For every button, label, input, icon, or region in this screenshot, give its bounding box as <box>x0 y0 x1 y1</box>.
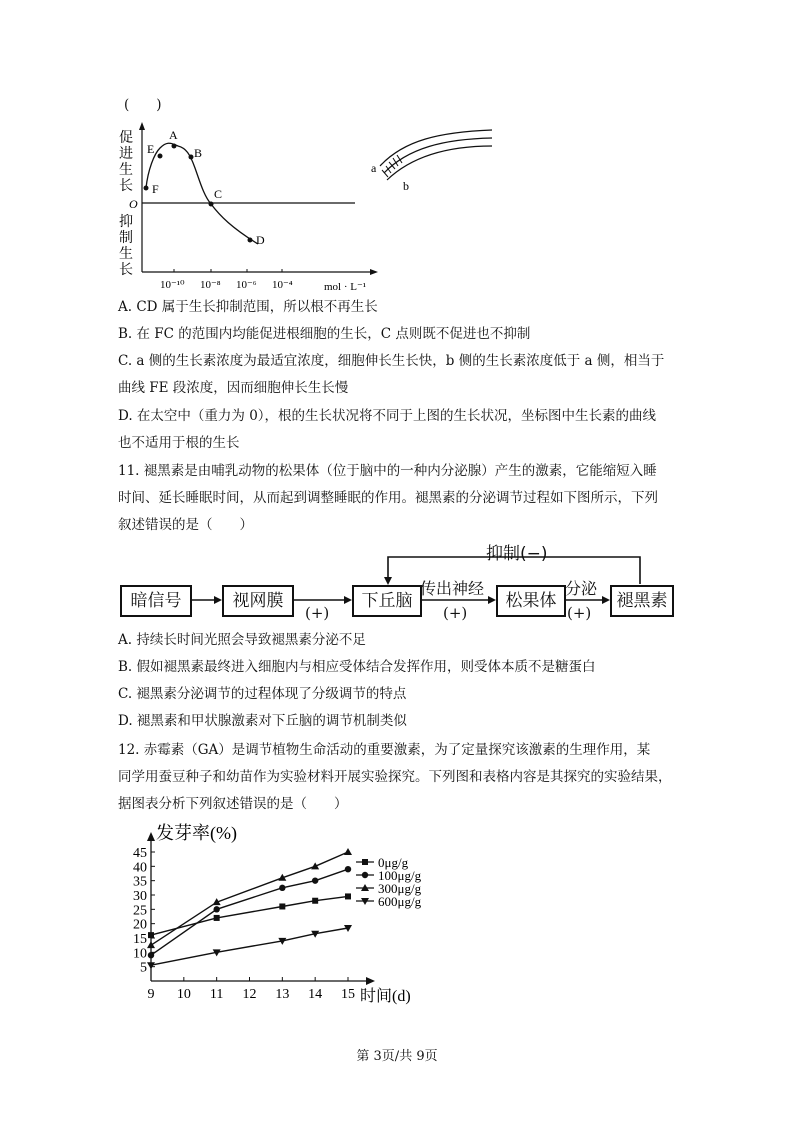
label-secrete: 分泌 <box>565 579 598 598</box>
q10-auxin-graph <box>112 120 384 295</box>
y-label-inhibit-2: 制 <box>119 231 133 246</box>
x-tick-1: 10⁻¹⁰ <box>160 279 185 291</box>
y-label-promote-1: 促 <box>119 131 133 146</box>
legend-label: 600μg/g <box>378 894 422 909</box>
box-hypothalamus: 下丘脑 <box>352 585 422 617</box>
data-point <box>345 866 351 872</box>
q10-option-c: C. a 侧的生长素浓度为最适宜浓度，细胞伸长生长快，b 侧的生长素浓度低于 a 侧，相当于 <box>118 353 665 369</box>
data-point <box>312 898 318 904</box>
x-tick-label: 12 <box>242 987 257 1002</box>
box-retina: 视网膜 <box>222 585 294 617</box>
page-number: 第 3页/共 9页 <box>356 1049 438 1064</box>
data-point <box>214 915 220 921</box>
root-label-a: a <box>371 161 377 175</box>
x-tick-2: 10⁻⁸ <box>200 279 221 291</box>
x-unit: mol · L⁻¹ <box>324 281 367 293</box>
x-tick-label: 15 <box>341 987 355 1002</box>
point-label-c: C <box>214 187 223 201</box>
point-label-f: F <box>152 182 159 196</box>
q10-option-d: D. 在太空中（重力为 0），根的生长状况将不同于上图的生长状况，坐标图中生长素的曲线 <box>118 408 657 424</box>
q11-stem-2: 时间、延长睡眠时间，从而起到调整睡眠的作用。褪黑素的分泌调节过程如下图所示，下列 <box>118 490 658 506</box>
y-tick-label: 25 <box>133 903 147 919</box>
x-tick-4: 10⁻⁴ <box>272 279 293 291</box>
label-efferent-nerve: 传出神经 <box>420 579 485 598</box>
q11-option-c: C. 褪黑素分泌调节的过程体现了分级调节的特点 <box>118 686 407 702</box>
y-tick-label: 30 <box>133 889 147 904</box>
data-point <box>345 893 351 899</box>
q12-stem-2: 同学用蚕豆种子和幼苗作为实验材料开展实验探究。下列图和表格内容是其探究的实验结果， <box>118 769 672 785</box>
data-point <box>148 952 154 958</box>
label-plus-1: (+) <box>305 604 330 622</box>
q12-stem-3: 据图表分析下列叙述错误的是（ ） <box>118 796 348 812</box>
origin-label: O <box>129 197 138 211</box>
x-tick-label: 9 <box>147 987 155 1002</box>
chart-x-label: 时间(d) <box>360 988 411 1005</box>
y-label-promote-3: 生 <box>119 163 133 178</box>
y-tick-label: 35 <box>133 874 147 890</box>
q10-option-b: B. 在 FC 的范围内均能促进根细胞的生长，C 点则既不促进也不抑制 <box>118 326 531 342</box>
data-point <box>344 848 352 855</box>
chart-y-label: 发芽率(%) <box>156 823 237 843</box>
y-label-promote-2: 进 <box>119 147 133 162</box>
y-tick-label: 40 <box>133 860 147 876</box>
q12-germination-chart <box>120 815 440 1010</box>
data-point <box>148 932 154 938</box>
y-label-inhibit-3: 生 <box>119 247 133 262</box>
data-point <box>279 885 285 891</box>
y-label-inhibit-1: 抑 <box>119 215 133 230</box>
legend-label: 0μg/g <box>378 855 409 870</box>
y-tick-label: 20 <box>133 917 147 933</box>
box-melatonin: 褪黑素 <box>610 585 674 617</box>
data-point <box>213 906 219 912</box>
data-point <box>147 962 155 969</box>
data-point <box>279 903 285 909</box>
q10-option-c-cont: 曲线 FE 段浓度，因而细胞伸长生长慢 <box>118 380 349 396</box>
q10-option-a: A. CD 属于生长抑制范围，所以根不再生长 <box>118 299 378 315</box>
box-dark-signal: 暗信号 <box>120 585 192 617</box>
box-pineal: 松果体 <box>496 585 566 617</box>
point-label-d: D <box>256 233 265 247</box>
q10-option-d-cont: 也不适用于根的生长 <box>118 435 240 451</box>
series-line-3 <box>151 928 348 965</box>
series-line-0 <box>151 896 348 935</box>
point-label-a: A <box>169 128 178 142</box>
data-point <box>312 877 318 883</box>
y-label-promote-4: 长 <box>119 179 133 194</box>
q11-stem-1: 11. 褪黑素是由哺乳动物的松果体（位于脑中的一种内分泌腺）产生的激素，它能缩短入睡 <box>118 463 657 479</box>
chart-y-axis-arrow <box>147 832 155 841</box>
x-tick-label: 14 <box>308 987 323 1002</box>
y-tick-label: 5 <box>140 960 147 976</box>
x-tick-3: 10⁻⁶ <box>236 279 257 291</box>
point-label-e: E <box>147 142 155 156</box>
q11-option-b: B. 假如褪黑素最终进入细胞内与相应受体结合发挥作用，则受体本质不是糖蛋白 <box>118 659 596 675</box>
y-tick-label: 45 <box>133 846 147 861</box>
root-label-b: b <box>403 179 409 193</box>
q11-option-a: A. 持续长时间光照会导致褪黑素分泌不足 <box>118 632 366 648</box>
legend-label: 300μg/g <box>378 881 422 896</box>
legend-marker <box>362 859 368 865</box>
chart-x-axis-arrow <box>366 977 375 985</box>
legend-marker <box>362 872 368 878</box>
legend-label: 100μg/g <box>378 868 422 883</box>
y-tick-label: 10 <box>133 946 147 962</box>
data-point <box>147 941 155 948</box>
x-tick-label: 13 <box>275 987 290 1002</box>
point-label-b: B <box>194 146 203 160</box>
q10-answer-bracket: ( ) <box>124 97 162 113</box>
label-plus-2: (+) <box>443 604 468 622</box>
q12-stem-1: 12. 赤霉素（GA）是调节植物生命活动的重要激素，为了定量探究该激素的生理作用，某 <box>118 742 651 758</box>
q11-option-d: D. 褪黑素和甲状腺激素对下丘脑的调节机制类似 <box>118 713 407 729</box>
y-tick-label: 15 <box>133 932 147 947</box>
feedback-inhibit-label: 抑制(−) <box>486 544 548 564</box>
y-label-inhibit-4: 长 <box>119 263 133 278</box>
label-plus-3: (+) <box>567 604 592 622</box>
x-tick-label: 10 <box>176 987 191 1002</box>
q11-stem-3: 叙述错误的是（ ） <box>118 517 253 533</box>
x-tick-label: 11 <box>209 987 224 1002</box>
q10-root-sketch <box>368 126 498 196</box>
